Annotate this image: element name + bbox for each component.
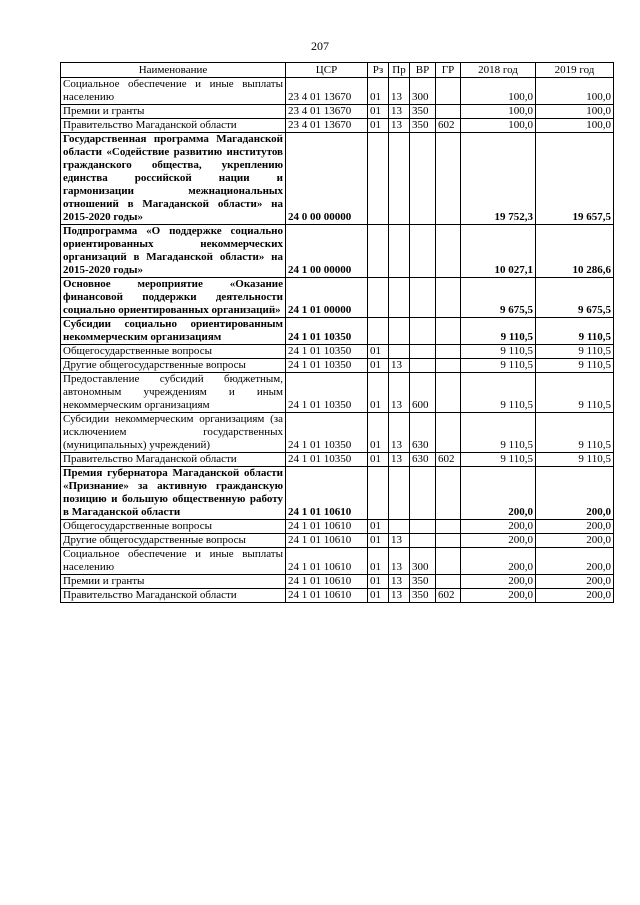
cell-y2019: 100,0 xyxy=(536,78,614,105)
cell-csr: 24 1 01 10350 xyxy=(286,345,368,359)
cell-pr xyxy=(389,520,410,534)
cell-rz: 01 xyxy=(368,548,389,575)
cell-y2019: 200,0 xyxy=(536,534,614,548)
table-row xyxy=(61,278,614,318)
cell-csr: 24 1 01 10610 xyxy=(286,534,368,548)
cell-y2018: 100,0 xyxy=(461,78,536,105)
cell-rz: 01 xyxy=(368,534,389,548)
cell-vr: 300 xyxy=(410,78,436,105)
cell-gr xyxy=(436,548,461,575)
cell-csr: 23 4 01 13670 xyxy=(286,119,368,133)
cell-rz: 01 xyxy=(368,359,389,373)
cell-name: Государственная программа Магаданской области «Содействие развитию институтов гражданского общества, укреплению единства российской нации и гармонизации межнациональных отношений в Магаданской области» на 2015-2020 годы» xyxy=(61,133,286,225)
cell-name: Другие общегосударственные вопросы xyxy=(61,534,286,548)
cell-rz: 01 xyxy=(368,78,389,105)
cell-pr xyxy=(389,225,410,278)
cell-csr: 24 1 01 10610 xyxy=(286,575,368,589)
cell-rz xyxy=(368,278,389,318)
cell-gr xyxy=(436,373,461,413)
cell-pr: 13 xyxy=(389,413,410,453)
cell-name: Общегосударственные вопросы xyxy=(61,345,286,359)
cell-rz: 01 xyxy=(368,520,389,534)
cell-gr: 602 xyxy=(436,119,461,133)
cell-y2018: 19 752,3 xyxy=(461,133,536,225)
cell-y2018: 9 110,5 xyxy=(461,318,536,345)
cell-y2019: 200,0 xyxy=(536,548,614,575)
page-number: 207 xyxy=(311,39,329,53)
cell-y2018: 200,0 xyxy=(461,467,536,520)
cell-y2019: 9 675,5 xyxy=(536,278,614,318)
cell-y2018: 10 027,1 xyxy=(461,225,536,278)
table-row xyxy=(61,345,614,359)
cell-gr xyxy=(436,318,461,345)
cell-vr: 350 xyxy=(410,575,436,589)
table-row xyxy=(61,467,614,520)
header-rz: Рз xyxy=(368,63,389,78)
cell-name: Социальное обеспечение и иные выплаты населению xyxy=(61,78,286,105)
table-row xyxy=(61,133,614,225)
cell-rz xyxy=(368,133,389,225)
cell-gr xyxy=(436,413,461,453)
cell-pr: 13 xyxy=(389,453,410,467)
table-row xyxy=(61,225,614,278)
cell-y2019: 200,0 xyxy=(536,467,614,520)
cell-rz: 01 xyxy=(368,105,389,119)
table-row xyxy=(61,548,614,575)
cell-vr xyxy=(410,520,436,534)
cell-y2019: 9 110,5 xyxy=(536,413,614,453)
cell-vr: 300 xyxy=(410,548,436,575)
cell-csr: 23 4 01 13670 xyxy=(286,78,368,105)
cell-gr xyxy=(436,575,461,589)
cell-gr xyxy=(436,78,461,105)
cell-gr xyxy=(436,359,461,373)
cell-y2019: 9 110,5 xyxy=(536,345,614,359)
cell-csr: 24 1 01 10610 xyxy=(286,548,368,575)
cell-y2019: 200,0 xyxy=(536,589,614,603)
cell-rz: 01 xyxy=(368,119,389,133)
cell-gr xyxy=(436,105,461,119)
cell-csr: 24 1 01 00000 xyxy=(286,278,368,318)
table-row xyxy=(61,359,614,373)
cell-pr xyxy=(389,133,410,225)
cell-vr xyxy=(410,225,436,278)
header-2018: 2018 год xyxy=(461,63,536,78)
cell-gr xyxy=(436,534,461,548)
cell-csr: 24 1 01 10610 xyxy=(286,589,368,603)
cell-gr: 602 xyxy=(436,453,461,467)
cell-name: Социальное обеспечение и иные выплаты населению xyxy=(61,548,286,575)
cell-name: Правительство Магаданской области xyxy=(61,453,286,467)
header-gr: ГР xyxy=(436,63,461,78)
cell-name: Предоставление субсидий бюджетным, автономным учреждениям и иным некоммерческим организациям xyxy=(61,373,286,413)
cell-rz: 01 xyxy=(368,345,389,359)
cell-pr: 13 xyxy=(389,78,410,105)
table-row xyxy=(61,78,614,105)
cell-rz xyxy=(368,318,389,345)
cell-csr: 24 1 01 10350 xyxy=(286,359,368,373)
cell-y2018: 200,0 xyxy=(461,575,536,589)
cell-y2018: 9 110,5 xyxy=(461,359,536,373)
cell-csr: 24 1 01 10610 xyxy=(286,520,368,534)
cell-pr: 13 xyxy=(389,119,410,133)
cell-pr xyxy=(389,467,410,520)
cell-vr xyxy=(410,534,436,548)
cell-csr: 24 1 01 10350 xyxy=(286,413,368,453)
table-row xyxy=(61,520,614,534)
cell-rz: 01 xyxy=(368,589,389,603)
header-vr: ВР xyxy=(410,63,436,78)
cell-name: Премии и гранты xyxy=(61,575,286,589)
cell-y2018: 100,0 xyxy=(461,105,536,119)
cell-csr: 24 1 01 10350 xyxy=(286,373,368,413)
cell-name: Правительство Магаданской области xyxy=(61,119,286,133)
table-row xyxy=(61,119,614,133)
cell-vr xyxy=(410,345,436,359)
cell-csr: 24 1 01 10610 xyxy=(286,467,368,520)
cell-pr: 13 xyxy=(389,373,410,413)
cell-gr xyxy=(436,133,461,225)
header-name: Наименование xyxy=(61,63,286,78)
cell-vr: 630 xyxy=(410,453,436,467)
cell-pr xyxy=(389,345,410,359)
cell-pr: 13 xyxy=(389,548,410,575)
header-2019: 2019 год xyxy=(536,63,614,78)
budget-table xyxy=(60,62,614,603)
cell-rz: 01 xyxy=(368,453,389,467)
table-row xyxy=(61,373,614,413)
cell-name: Премия губернатора Магаданской области «Признание» за активную гражданскую позицию и большую общественную работу в Магаданской области xyxy=(61,467,286,520)
cell-y2018: 9 110,5 xyxy=(461,453,536,467)
cell-gr xyxy=(436,225,461,278)
table-row xyxy=(61,105,614,119)
cell-gr: 602 xyxy=(436,589,461,603)
table-row xyxy=(61,413,614,453)
cell-y2019: 19 657,5 xyxy=(536,133,614,225)
cell-y2019: 10 286,6 xyxy=(536,225,614,278)
cell-name: Субсидии социально ориентированным некоммерческим организациям xyxy=(61,318,286,345)
cell-rz: 01 xyxy=(368,575,389,589)
cell-name: Подпрограмма «О поддержке социально ориентированных некоммерческих организаций в Магаданской области» на 2015-2020 годы» xyxy=(61,225,286,278)
cell-y2018: 9 110,5 xyxy=(461,345,536,359)
cell-pr xyxy=(389,318,410,345)
cell-pr: 13 xyxy=(389,589,410,603)
cell-y2019: 200,0 xyxy=(536,520,614,534)
cell-vr xyxy=(410,133,436,225)
cell-name: Другие общегосударственные вопросы xyxy=(61,359,286,373)
cell-name: Премии и гранты xyxy=(61,105,286,119)
cell-y2019: 9 110,5 xyxy=(536,373,614,413)
table-row xyxy=(61,534,614,548)
cell-gr xyxy=(436,520,461,534)
cell-csr: 24 1 00 00000 xyxy=(286,225,368,278)
cell-y2019: 9 110,5 xyxy=(536,318,614,345)
header-pr: Пр xyxy=(389,63,410,78)
cell-vr: 630 xyxy=(410,413,436,453)
cell-csr: 24 1 01 10350 xyxy=(286,318,368,345)
cell-name: Правительство Магаданской области xyxy=(61,589,286,603)
cell-gr xyxy=(436,345,461,359)
cell-y2019: 9 110,5 xyxy=(536,359,614,373)
cell-rz xyxy=(368,467,389,520)
cell-csr: 24 0 00 00000 xyxy=(286,133,368,225)
header-csr: ЦСР xyxy=(286,63,368,78)
cell-y2018: 9 675,5 xyxy=(461,278,536,318)
cell-pr: 13 xyxy=(389,534,410,548)
cell-y2018: 200,0 xyxy=(461,548,536,575)
cell-pr xyxy=(389,278,410,318)
cell-gr xyxy=(436,467,461,520)
cell-gr xyxy=(436,278,461,318)
table-row xyxy=(61,318,614,345)
cell-rz: 01 xyxy=(368,373,389,413)
cell-y2019: 100,0 xyxy=(536,105,614,119)
table-header-row xyxy=(61,63,614,78)
cell-pr: 13 xyxy=(389,105,410,119)
table-row xyxy=(61,575,614,589)
cell-y2019: 200,0 xyxy=(536,575,614,589)
cell-y2018: 200,0 xyxy=(461,534,536,548)
cell-vr: 350 xyxy=(410,105,436,119)
cell-y2018: 200,0 xyxy=(461,520,536,534)
cell-pr: 13 xyxy=(389,575,410,589)
table-row xyxy=(61,453,614,467)
cell-rz: 01 xyxy=(368,413,389,453)
cell-y2019: 100,0 xyxy=(536,119,614,133)
cell-y2018: 200,0 xyxy=(461,589,536,603)
cell-name: Субсидии некоммерческим организациям (за исключением государственных (муниципальных) учреждений) xyxy=(61,413,286,453)
cell-vr: 600 xyxy=(410,373,436,413)
cell-pr: 13 xyxy=(389,359,410,373)
cell-y2018: 9 110,5 xyxy=(461,413,536,453)
table-row xyxy=(61,589,614,603)
cell-vr xyxy=(410,467,436,520)
cell-y2018: 9 110,5 xyxy=(461,373,536,413)
cell-vr xyxy=(410,278,436,318)
cell-y2019: 9 110,5 xyxy=(536,453,614,467)
cell-vr xyxy=(410,318,436,345)
cell-csr: 23 4 01 13670 xyxy=(286,105,368,119)
cell-name: Основное мероприятие «Оказание финансовой поддержки деятельности социально ориентированных организаций» xyxy=(61,278,286,318)
cell-vr: 350 xyxy=(410,589,436,603)
cell-vr xyxy=(410,359,436,373)
cell-rz xyxy=(368,225,389,278)
cell-y2018: 100,0 xyxy=(461,119,536,133)
cell-vr: 350 xyxy=(410,119,436,133)
cell-csr: 24 1 01 10350 xyxy=(286,453,368,467)
cell-name: Общегосударственные вопросы xyxy=(61,520,286,534)
